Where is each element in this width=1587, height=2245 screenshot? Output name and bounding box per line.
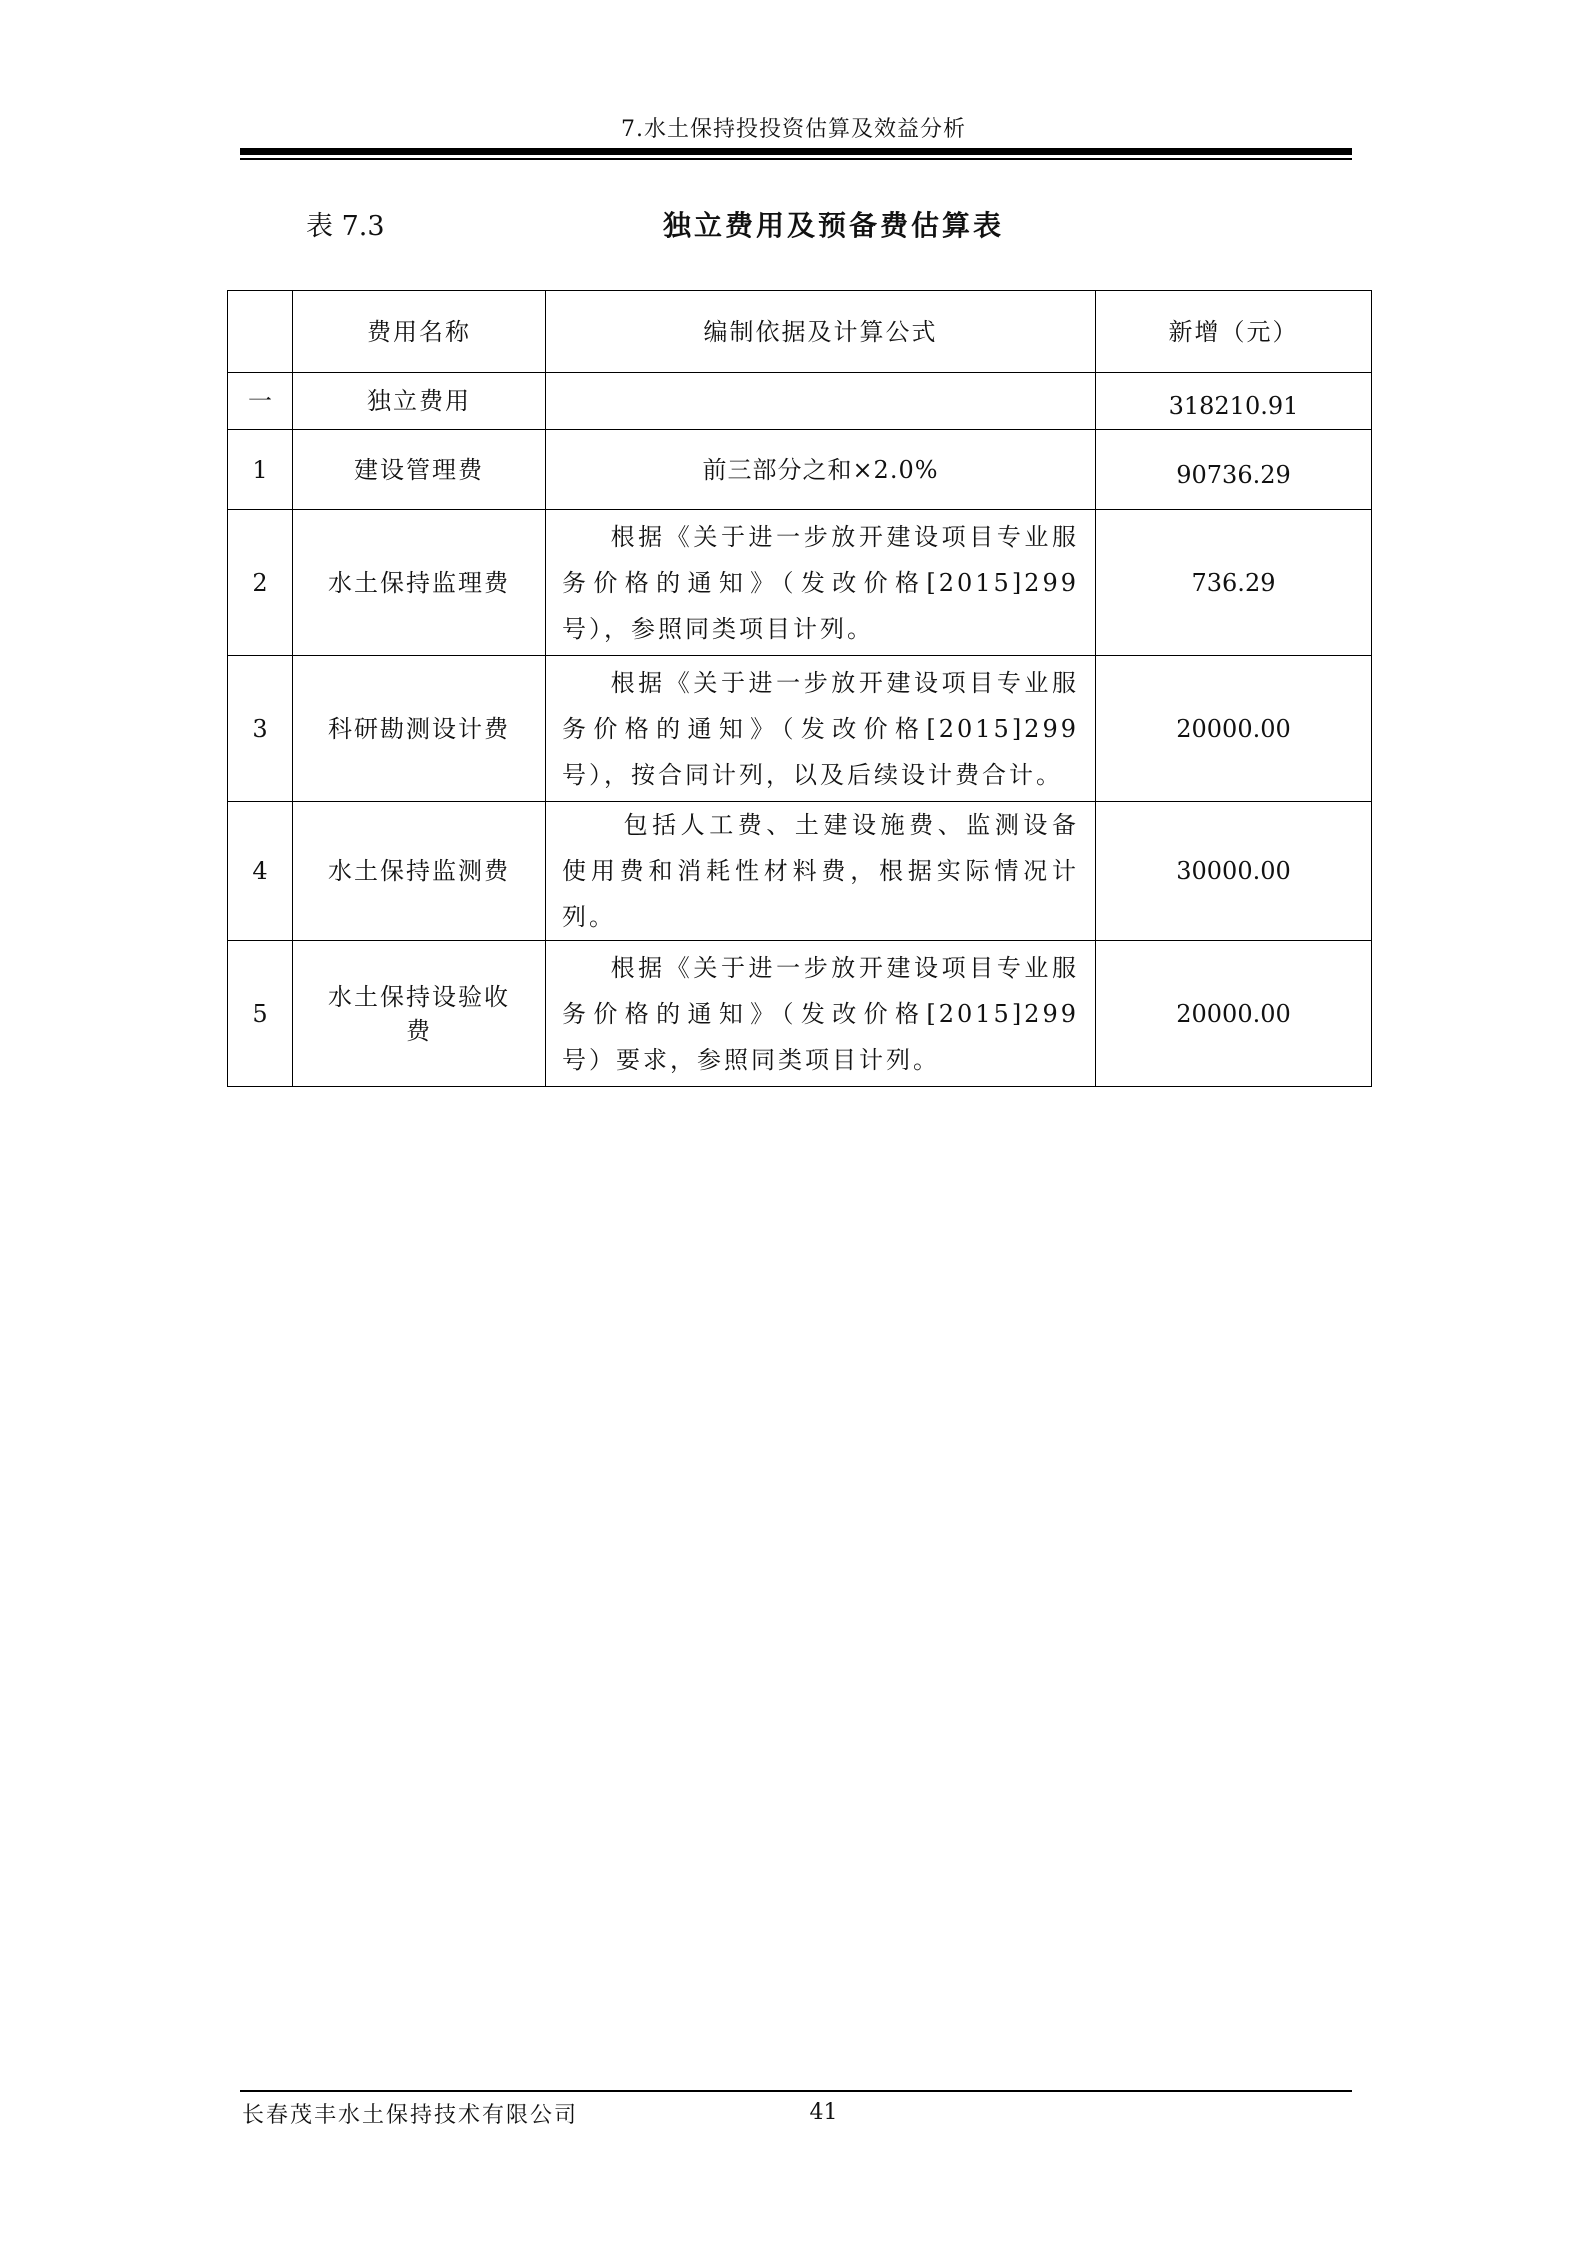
header-rule-thick: [240, 148, 1352, 155]
row-name: 独立费用: [293, 373, 546, 430]
table-row: [228, 430, 1372, 510]
table-row: [228, 373, 1372, 430]
row-no: 1: [228, 430, 293, 510]
footer-rule: [240, 2090, 1352, 2092]
table-header-row: [228, 291, 1372, 373]
row-amount: 90736.29: [1096, 430, 1372, 510]
row-no: 5: [228, 941, 293, 1087]
row-basis: [546, 656, 1096, 802]
table-row: [228, 510, 1372, 656]
running-header: 7.水土保持投投资估算及效益分析: [621, 117, 966, 142]
row-name: 水土保持监理费: [293, 510, 546, 656]
row-basis-text: 根据《关于进一步放开建设项目专业服务价格的通知》（发改价格[2015]299 号），参照同类项目计列。: [562, 522, 1079, 643]
row-amount: 20000.00: [1096, 656, 1372, 802]
row-no: 4: [228, 802, 293, 941]
row-no: 一: [228, 373, 293, 430]
row-basis: [546, 510, 1096, 656]
row-amount: 20000.00: [1096, 941, 1372, 1087]
header-cell-amount: 新增（元）: [1096, 291, 1372, 373]
header-cell-no: [228, 291, 293, 373]
row-basis-text: 根据《关于进一步放开建设项目专业服务价格的通知》（发改价格[2015]299 号）要求，参照同类项目计列。: [562, 953, 1079, 1074]
table-row: [228, 656, 1372, 802]
row-amount: 318210.91: [1096, 373, 1372, 430]
header-cell-name: 费用名称: [293, 291, 546, 373]
footer-company: 长春茂丰水土保持技术有限公司: [242, 2103, 579, 2128]
table-number: 表 7.3: [306, 211, 385, 242]
row-basis: [546, 802, 1096, 941]
row-name: 水土保持监测费: [293, 802, 546, 941]
row-amount: 30000.00: [1096, 802, 1372, 941]
row-no: 3: [228, 656, 293, 802]
row-no: 2: [228, 510, 293, 656]
header-rule-thin: [240, 158, 1352, 160]
row-name: 建设管理费: [293, 430, 546, 510]
table-title: 独立费用及预备费估算表: [662, 209, 1004, 242]
row-amount: 736.29: [1096, 510, 1372, 656]
row-name: 科研勘测设计费: [293, 656, 546, 802]
row-basis: [546, 373, 1096, 430]
table-row: [228, 941, 1372, 1087]
row-basis: 前三部分之和×2.0%: [546, 430, 1096, 510]
cost-table: [227, 290, 1372, 1087]
row-basis-text: 包括人工费、土建设施费、监测设备使用费和消耗性材料费，根据实际情况计列。: [562, 811, 1079, 931]
row-basis: [546, 941, 1096, 1087]
row-name: 水土保持设验收费: [293, 941, 546, 1087]
page-number: 41: [809, 2100, 838, 2125]
header-cell-basis: 编制依据及计算公式: [546, 291, 1096, 373]
row-basis-text: 根据《关于进一步放开建设项目专业服务价格的通知》（发改价格[2015]299 号），按合同计列，以及后续设计费合计。: [562, 668, 1079, 789]
table-row: [228, 802, 1372, 941]
